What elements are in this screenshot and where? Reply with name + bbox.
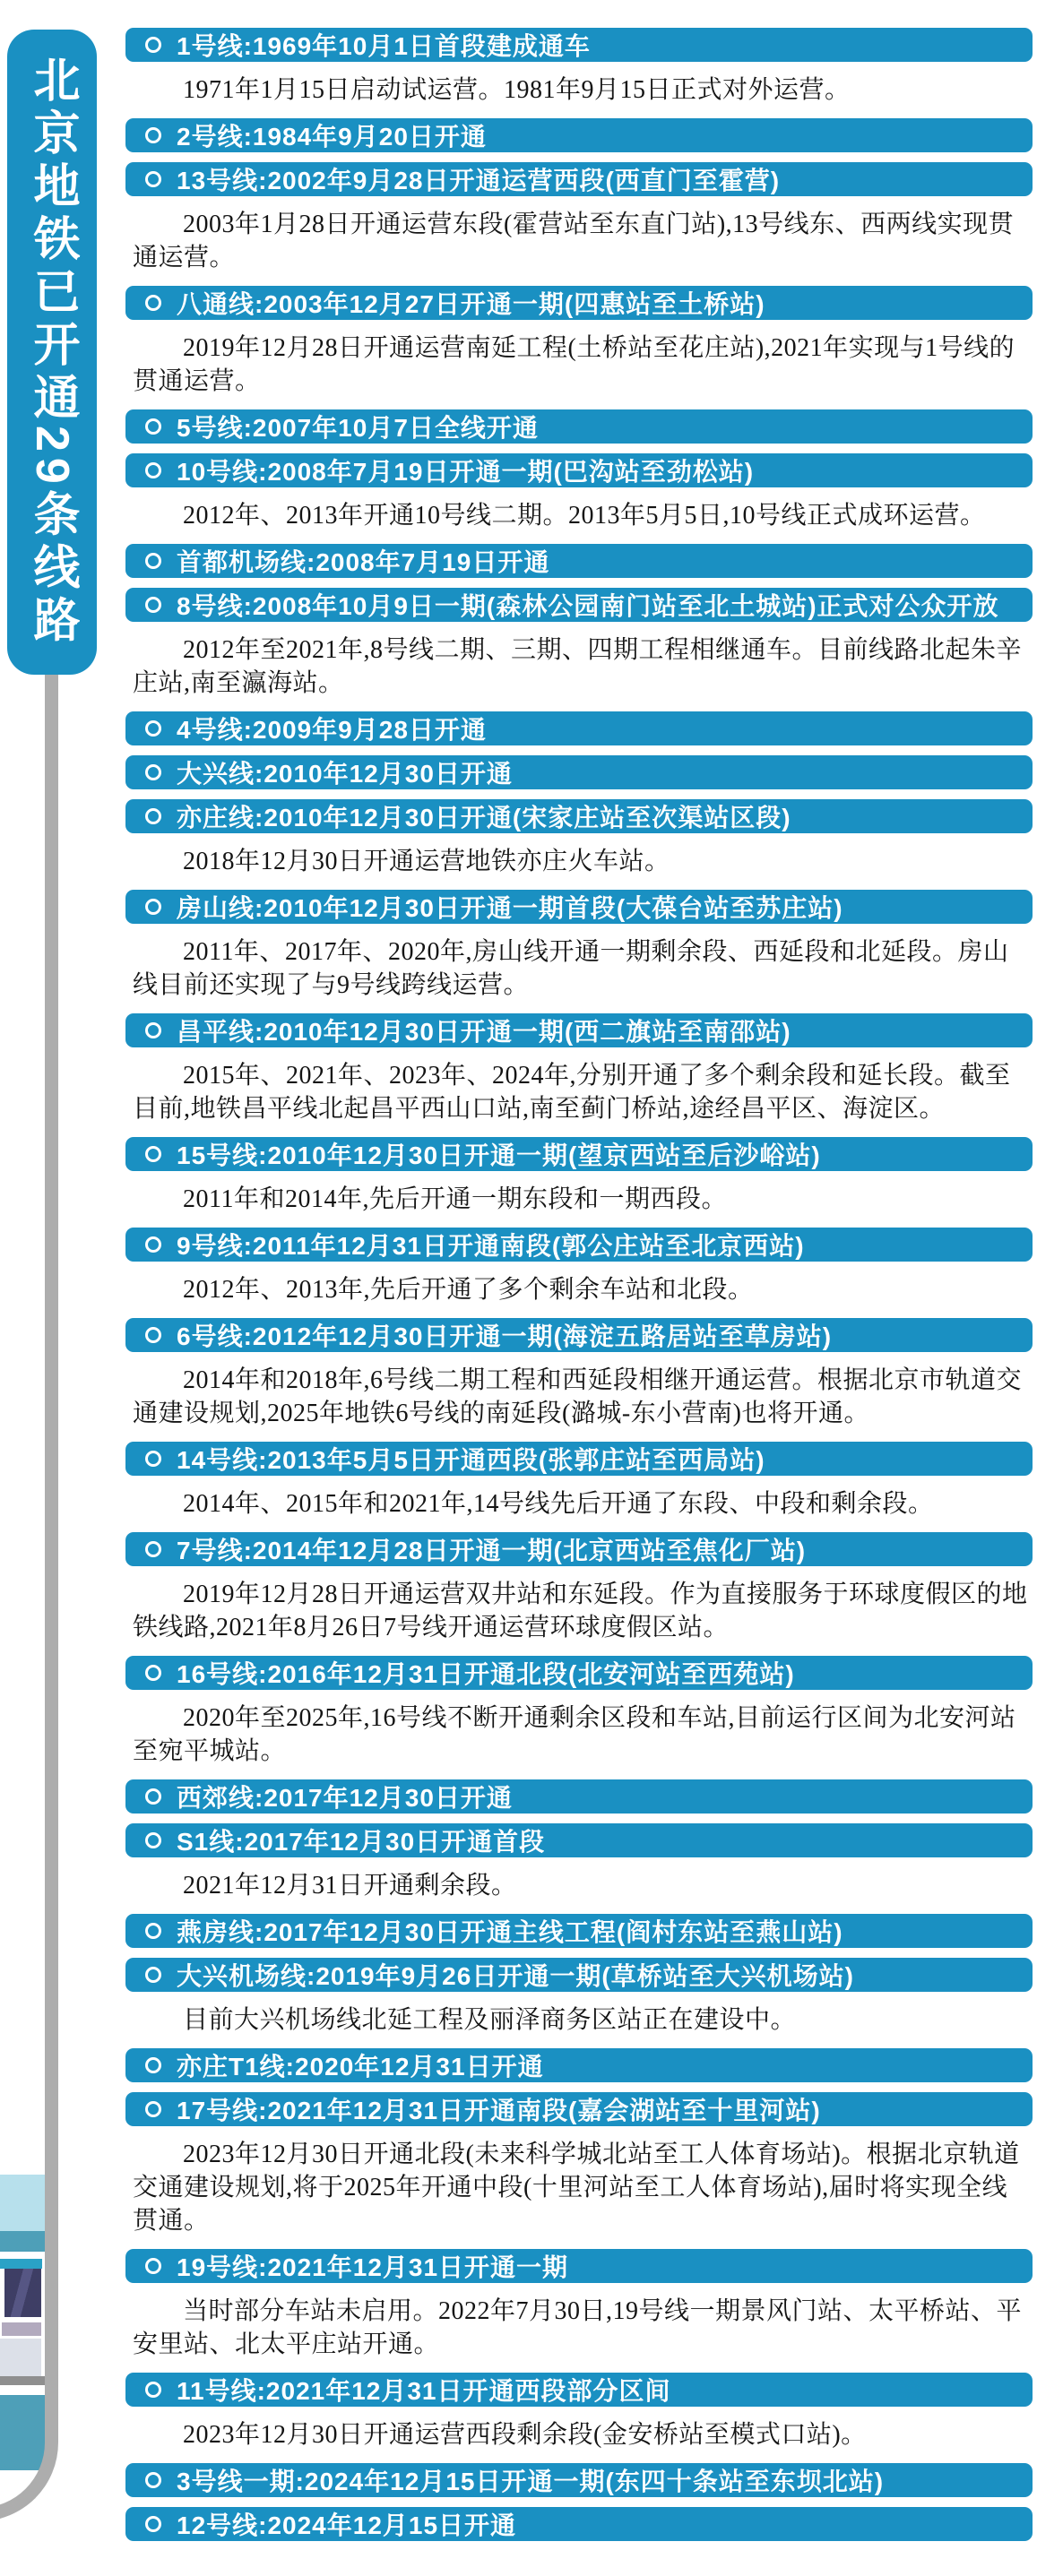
line-header-bar xyxy=(125,118,1033,152)
line-detail-text: 2023年12月30日开通运营西段剩余段(金安桥站至模式口站)。 xyxy=(183,2421,867,2449)
circle-bullet-icon xyxy=(145,1236,161,1253)
line-detail-text: 2014年和2018年,6号线二期工程和西延段相继开通运营。根据北京市轨道交通建设规划,2025年地铁6号线的南延段(潞城-东小营南)也将开通。 xyxy=(133,1366,1023,1427)
circle-bullet-icon xyxy=(145,2516,161,2532)
line-header-label: 大兴线:2010年12月30日开通 xyxy=(177,760,513,788)
line-header-bar xyxy=(125,1779,1033,1814)
circle-bullet-icon xyxy=(145,127,161,143)
line-header-bar xyxy=(125,1532,1033,1566)
line-header-label: 14号线:2013年5月5日开通西段(张郭庄站至西局站) xyxy=(177,1446,765,1474)
circle-bullet-icon xyxy=(145,2472,161,2488)
line-header-label: 昌平线:2010年12月30日开通一期(西二旗站至南邵站) xyxy=(177,1018,791,1046)
circle-bullet-icon xyxy=(145,418,161,435)
line-detail-text: 目前大兴机场线北延工程及丽泽商务区站正在建设中。 xyxy=(183,2006,797,2034)
circle-bullet-icon xyxy=(145,2057,161,2073)
line-header-bar xyxy=(125,755,1033,789)
line-detail-text: 2011年和2014年,先后开通一期东段和一期西段。 xyxy=(183,1185,727,1213)
line-detail-text: 2020年至2025年,16号线不断开通剩余区段和车站,目前运行区间为北安河站至宛平城站。 xyxy=(133,1704,1016,1765)
line-detail-text: 2012年、2013年开通10号线二期。2013年5月5日,10号线正式成环运营。 xyxy=(183,502,986,530)
circle-bullet-icon xyxy=(145,2382,161,2398)
line-detail-text: 2019年12月28日开通运营双井站和东延段。作为直接服务于环球度假区的地铁线路,2021年8月26日7号线开通运营环球度假区站。 xyxy=(133,1581,1028,1641)
line-detail-text: 1971年1月15日启动试运营。1981年9月15日正式对外运营。 xyxy=(183,76,851,104)
line-header-bar xyxy=(125,2249,1033,2283)
line-header-bar xyxy=(125,1958,1033,1992)
circle-bullet-icon xyxy=(145,171,161,187)
line-header-label: 大兴机场线:2019年9月26日开通一期(草桥站至大兴机场站) xyxy=(177,1962,854,1990)
line-header-label: 亦庄线:2010年12月30日开通(宋家庄站至次渠站区段) xyxy=(177,804,791,831)
line-header-bar xyxy=(125,2048,1033,2082)
line-header-bar xyxy=(125,1442,1033,1476)
line-header-label: 19号线:2021年12月31日开通一期 xyxy=(177,2253,569,2281)
circle-bullet-icon xyxy=(145,2258,161,2274)
line-header-bar xyxy=(125,162,1033,196)
line-header-label: 17号线:2021年12月31日开通南段(嘉会湖站至十里河站) xyxy=(177,2097,821,2124)
line-header-bar xyxy=(125,28,1033,62)
line-header-bar xyxy=(125,2507,1033,2541)
line-header-label: 7号线:2014年12月28日开通一期(北京西站至焦化厂站) xyxy=(177,1537,807,1564)
line-header-label: 2号线:1984年9月20日开通 xyxy=(177,123,487,151)
line-header-bar xyxy=(125,890,1033,924)
line-header-bar xyxy=(125,711,1033,745)
line-header-bar xyxy=(125,1228,1033,1262)
circle-bullet-icon xyxy=(145,1967,161,1983)
line-header-bar xyxy=(125,409,1033,444)
circle-bullet-icon xyxy=(145,1923,161,1939)
line-header-label: 1号线:1969年10月1日首段建成通车 xyxy=(177,32,591,60)
line-header-label: 首都机场线:2008年7月19日开通 xyxy=(177,548,550,576)
circle-bullet-icon xyxy=(145,553,161,569)
line-detail-text: 2011年、2017年、2020年,房山线开通一期剩余段、西延段和北延段。房山线目前还实现了与9号线跨线运营。 xyxy=(133,938,1009,999)
circle-bullet-icon xyxy=(145,1022,161,1038)
line-detail-text: 2021年12月31日开通剩余段。 xyxy=(183,1872,517,1900)
line-detail-text: 当时部分车站未启用。2022年7月30日,19号线一期景风门站、太平桥站、平安里站、北太平庄站开通。 xyxy=(133,2297,1023,2358)
circle-bullet-icon xyxy=(145,1146,161,1162)
line-detail-text: 2014年、2015年和2021年,14号线先后开通了东段、中段和剩余段。 xyxy=(183,1490,934,1518)
line-detail-text: 2023年12月30日开通北段(未来科学城北站至工人体育场站)。根据北京轨道交通建设规划,将于2025年开通中段(十里河站至工人体育场站),届时将实现全线贯通。 xyxy=(133,2141,1020,2235)
circle-bullet-icon xyxy=(145,37,161,53)
line-detail-text: 2012年至2021年,8号线二期、三期、四期工程相继通车。目前线路北起朱辛庄站,南至瀛海站。 xyxy=(133,636,1023,697)
line-header-label: 10号线:2008年7月19日开通一期(巴沟站至劲松站) xyxy=(177,458,755,486)
page-title: 北京地铁已开通29条线路 xyxy=(26,56,78,649)
circle-bullet-icon xyxy=(145,295,161,311)
circle-bullet-icon xyxy=(145,1541,161,1557)
circle-bullet-icon xyxy=(145,462,161,478)
line-header-label: 房山线:2010年12月30日开通一期首段(大葆台站至苏庄站) xyxy=(177,894,843,922)
line-header-bar xyxy=(125,1013,1033,1047)
line-header-bar xyxy=(125,2092,1033,2126)
line-header-label: 3号线一期:2024年12月15日开通一期(东四十条站至东坝北站) xyxy=(177,2468,885,2495)
circle-bullet-icon xyxy=(145,1451,161,1467)
line-header-bar xyxy=(125,799,1033,833)
line-header-label: 5号线:2007年10月7日全线开通 xyxy=(177,414,539,442)
circle-bullet-icon xyxy=(145,720,161,737)
line-header-label: S1线:2017年12月30日开通首段 xyxy=(177,1828,546,1856)
circle-bullet-icon xyxy=(145,1832,161,1848)
circle-bullet-icon xyxy=(145,764,161,780)
line-header-label: 亦庄T1线:2020年12月31日开通 xyxy=(177,2053,544,2081)
circle-bullet-icon xyxy=(145,2101,161,2117)
line-header-bar xyxy=(125,588,1033,622)
line-header-bar xyxy=(125,1137,1033,1171)
line-header-label: 4号线:2009年9月28日开通 xyxy=(177,716,487,744)
circle-bullet-icon xyxy=(145,899,161,915)
line-detail-text: 2003年1月28日开通运营东段(霍营站至东直门站),13号线东、西两线实现贯通运营。 xyxy=(133,211,1015,271)
sections-list xyxy=(125,28,1033,2541)
line-header-label: 16号线:2016年12月31日开通北段(北安河站至西苑站) xyxy=(177,1660,795,1688)
line-detail-text: 2018年12月30日开通运营地铁亦庄火车站。 xyxy=(183,848,670,875)
line-header-label: 燕房线:2017年12月30日开通主线工程(阎村东站至燕山站) xyxy=(177,1918,843,1946)
circle-bullet-icon xyxy=(145,1327,161,1343)
line-header-label: 西郊线:2017年12月30日开通 xyxy=(177,1784,513,1812)
sidebar-title-banner xyxy=(7,30,97,675)
line-header-label: 13号线:2002年9月28日开通运营西段(西直门至霍营) xyxy=(177,167,781,194)
circle-bullet-icon xyxy=(145,597,161,613)
line-header-label: 6号线:2012年12月30日开通一期(海淀五路居站至草房站) xyxy=(177,1322,833,1350)
line-detail-text: 2019年12月28日开通运营南延工程(土桥站至花庄站),2021年实现与1号线的贯通运营。 xyxy=(133,334,1015,395)
line-detail-text: 2015年、2021年、2023年、2024年,分别开通了多个剩余段和延长段。截至目前,地铁昌平线北起昌平西山口站,南至蓟门桥站,途经昌平区、海淀区。 xyxy=(133,1062,1011,1123)
train-outline-icon xyxy=(0,2144,58,2521)
circle-bullet-icon xyxy=(145,808,161,824)
line-header-label: 8号线:2008年10月9日一期(森林公园南门站至北土城站)正式对公众开放 xyxy=(177,592,999,620)
line-header-label: 11号线:2021年12月31日开通西段部分区间 xyxy=(177,2377,671,2405)
line-header-bar xyxy=(125,2373,1033,2407)
line-header-bar xyxy=(125,2463,1033,2497)
line-header-bar xyxy=(125,286,1033,320)
line-detail-text: 2012年、2013年,先后开通了多个剩余车站和北段。 xyxy=(183,1276,754,1304)
line-header-label: 9号线:2011年12月31日开通南段(郭公庄站至北京西站) xyxy=(177,1232,805,1260)
line-header-bar xyxy=(125,544,1033,578)
line-header-label: 12号线:2024年12月15日开通 xyxy=(177,2511,517,2539)
line-header-bar xyxy=(125,1823,1033,1857)
line-header-bar xyxy=(125,453,1033,487)
line-header-label: 八通线:2003年12月27日开通一期(四惠站至土桥站) xyxy=(177,290,765,318)
circle-bullet-icon xyxy=(145,1788,161,1805)
circle-bullet-icon xyxy=(145,1665,161,1681)
line-header-bar xyxy=(125,1656,1033,1690)
timeline-pole xyxy=(45,675,58,2144)
line-header-bar xyxy=(125,1318,1033,1352)
line-header-bar xyxy=(125,1914,1033,1948)
line-header-label: 15号线:2010年12月30日开通一期(望京西站至后沙峪站) xyxy=(177,1142,821,1169)
